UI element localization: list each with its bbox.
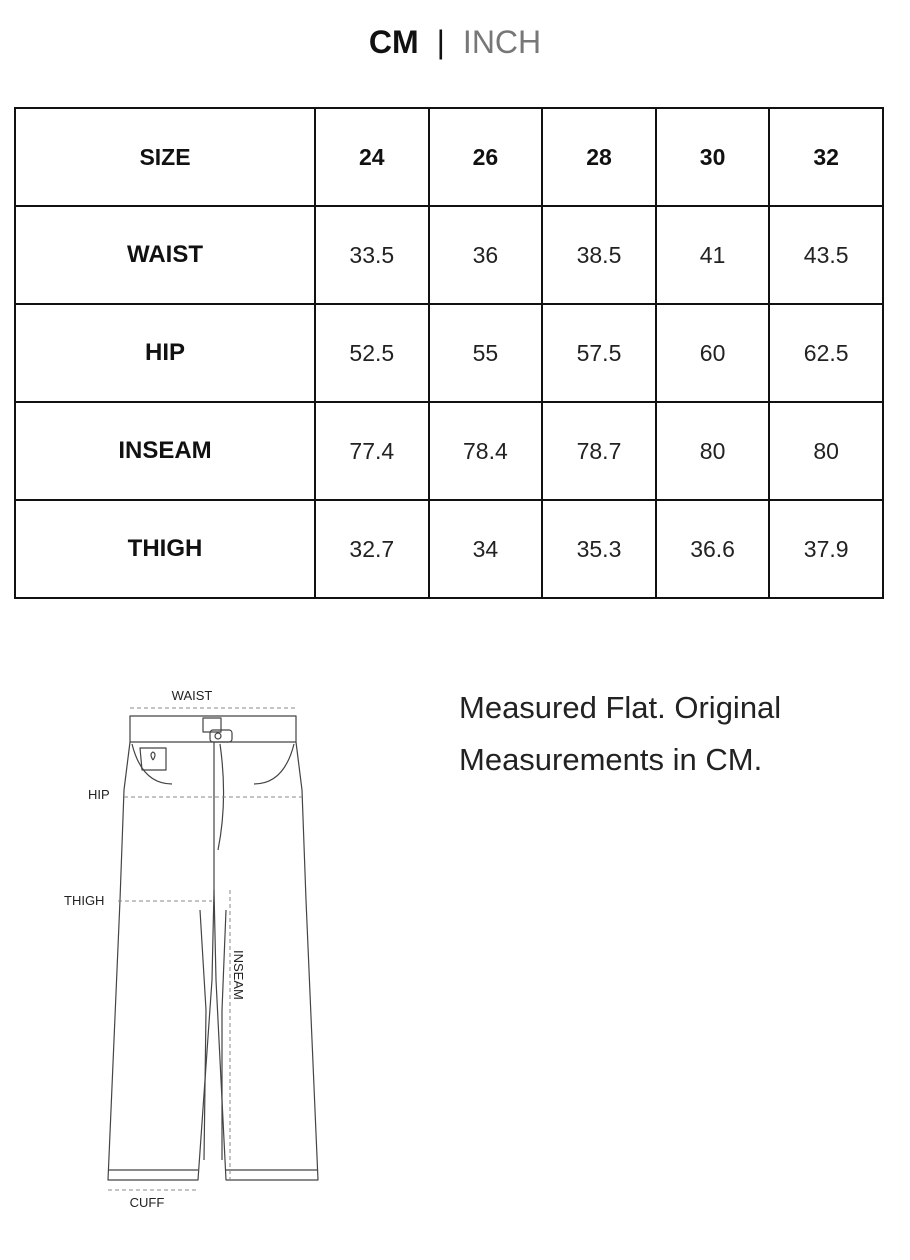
- table-cell: 60: [656, 304, 770, 402]
- row-label: INSEAM: [15, 402, 315, 500]
- unit-cm-tab[interactable]: CM: [368, 24, 419, 60]
- table-row-hip: [15, 304, 883, 402]
- size-header-cell: 30: [656, 108, 770, 206]
- table-cell: 78.4: [429, 402, 543, 500]
- table-cell: 33.5: [315, 206, 429, 304]
- unit-inch-tab[interactable]: INCH: [462, 24, 542, 60]
- jeans-measurement-diagram: [50, 680, 380, 1220]
- table-cell: 77.4: [315, 402, 429, 500]
- table-cell: 37.9: [769, 500, 883, 598]
- size-header-cell: 32: [769, 108, 883, 206]
- unit-separator: |: [436, 24, 445, 60]
- jeans-illustration: [50, 680, 380, 1220]
- pocket-logo: [151, 752, 155, 760]
- table-cell: 62.5: [769, 304, 883, 402]
- table-cell: 43.5: [769, 206, 883, 304]
- inseam-label: INSEAM: [231, 950, 246, 1000]
- hip-label: HIP: [88, 787, 110, 802]
- row-label: HIP: [15, 304, 315, 402]
- table-header-row: [15, 108, 883, 206]
- size-header-cell: 28: [542, 108, 656, 206]
- table-cell: 38.5: [542, 206, 656, 304]
- table-cell: 52.5: [315, 304, 429, 402]
- measurement-note: [459, 682, 879, 786]
- table-cell: 57.5: [542, 304, 656, 402]
- table-cell: 32.7: [315, 500, 429, 598]
- note-line-1: Measured Flat. Original: [459, 690, 782, 725]
- right-inner-seam: [222, 910, 226, 1160]
- table-cell: 55: [429, 304, 543, 402]
- size-header-cell: 24: [315, 108, 429, 206]
- button: [215, 733, 221, 739]
- table-cell: 34: [429, 500, 543, 598]
- table-cell: 41: [656, 206, 770, 304]
- waist-label: WAIST: [171, 688, 213, 703]
- table-cell: 36.6: [656, 500, 770, 598]
- size-header-label: SIZE: [15, 108, 315, 206]
- cuff-label: CUFF: [129, 1195, 165, 1210]
- table-cell: 35.3: [542, 500, 656, 598]
- unit-toggle: [0, 20, 910, 64]
- row-label: WAIST: [15, 206, 315, 304]
- size-chart-table: [14, 107, 884, 599]
- left-inner-seam: [200, 910, 206, 1160]
- table-cell: 78.7: [542, 402, 656, 500]
- table-cell: 80: [769, 402, 883, 500]
- table-row-waist: [15, 206, 883, 304]
- table-row-inseam: [15, 402, 883, 500]
- table-cell: 80: [656, 402, 770, 500]
- right-pocket-seam: [254, 744, 294, 784]
- table-cell: 36: [429, 206, 543, 304]
- note-line-2: Measurements in CM.: [459, 742, 763, 777]
- table-row-thigh: [15, 500, 883, 598]
- thigh-label: THIGH: [64, 893, 105, 908]
- size-header-cell: 26: [429, 108, 543, 206]
- waistband-outline: [130, 716, 296, 742]
- left-leg-outline: [108, 742, 214, 1180]
- row-label: THIGH: [15, 500, 315, 598]
